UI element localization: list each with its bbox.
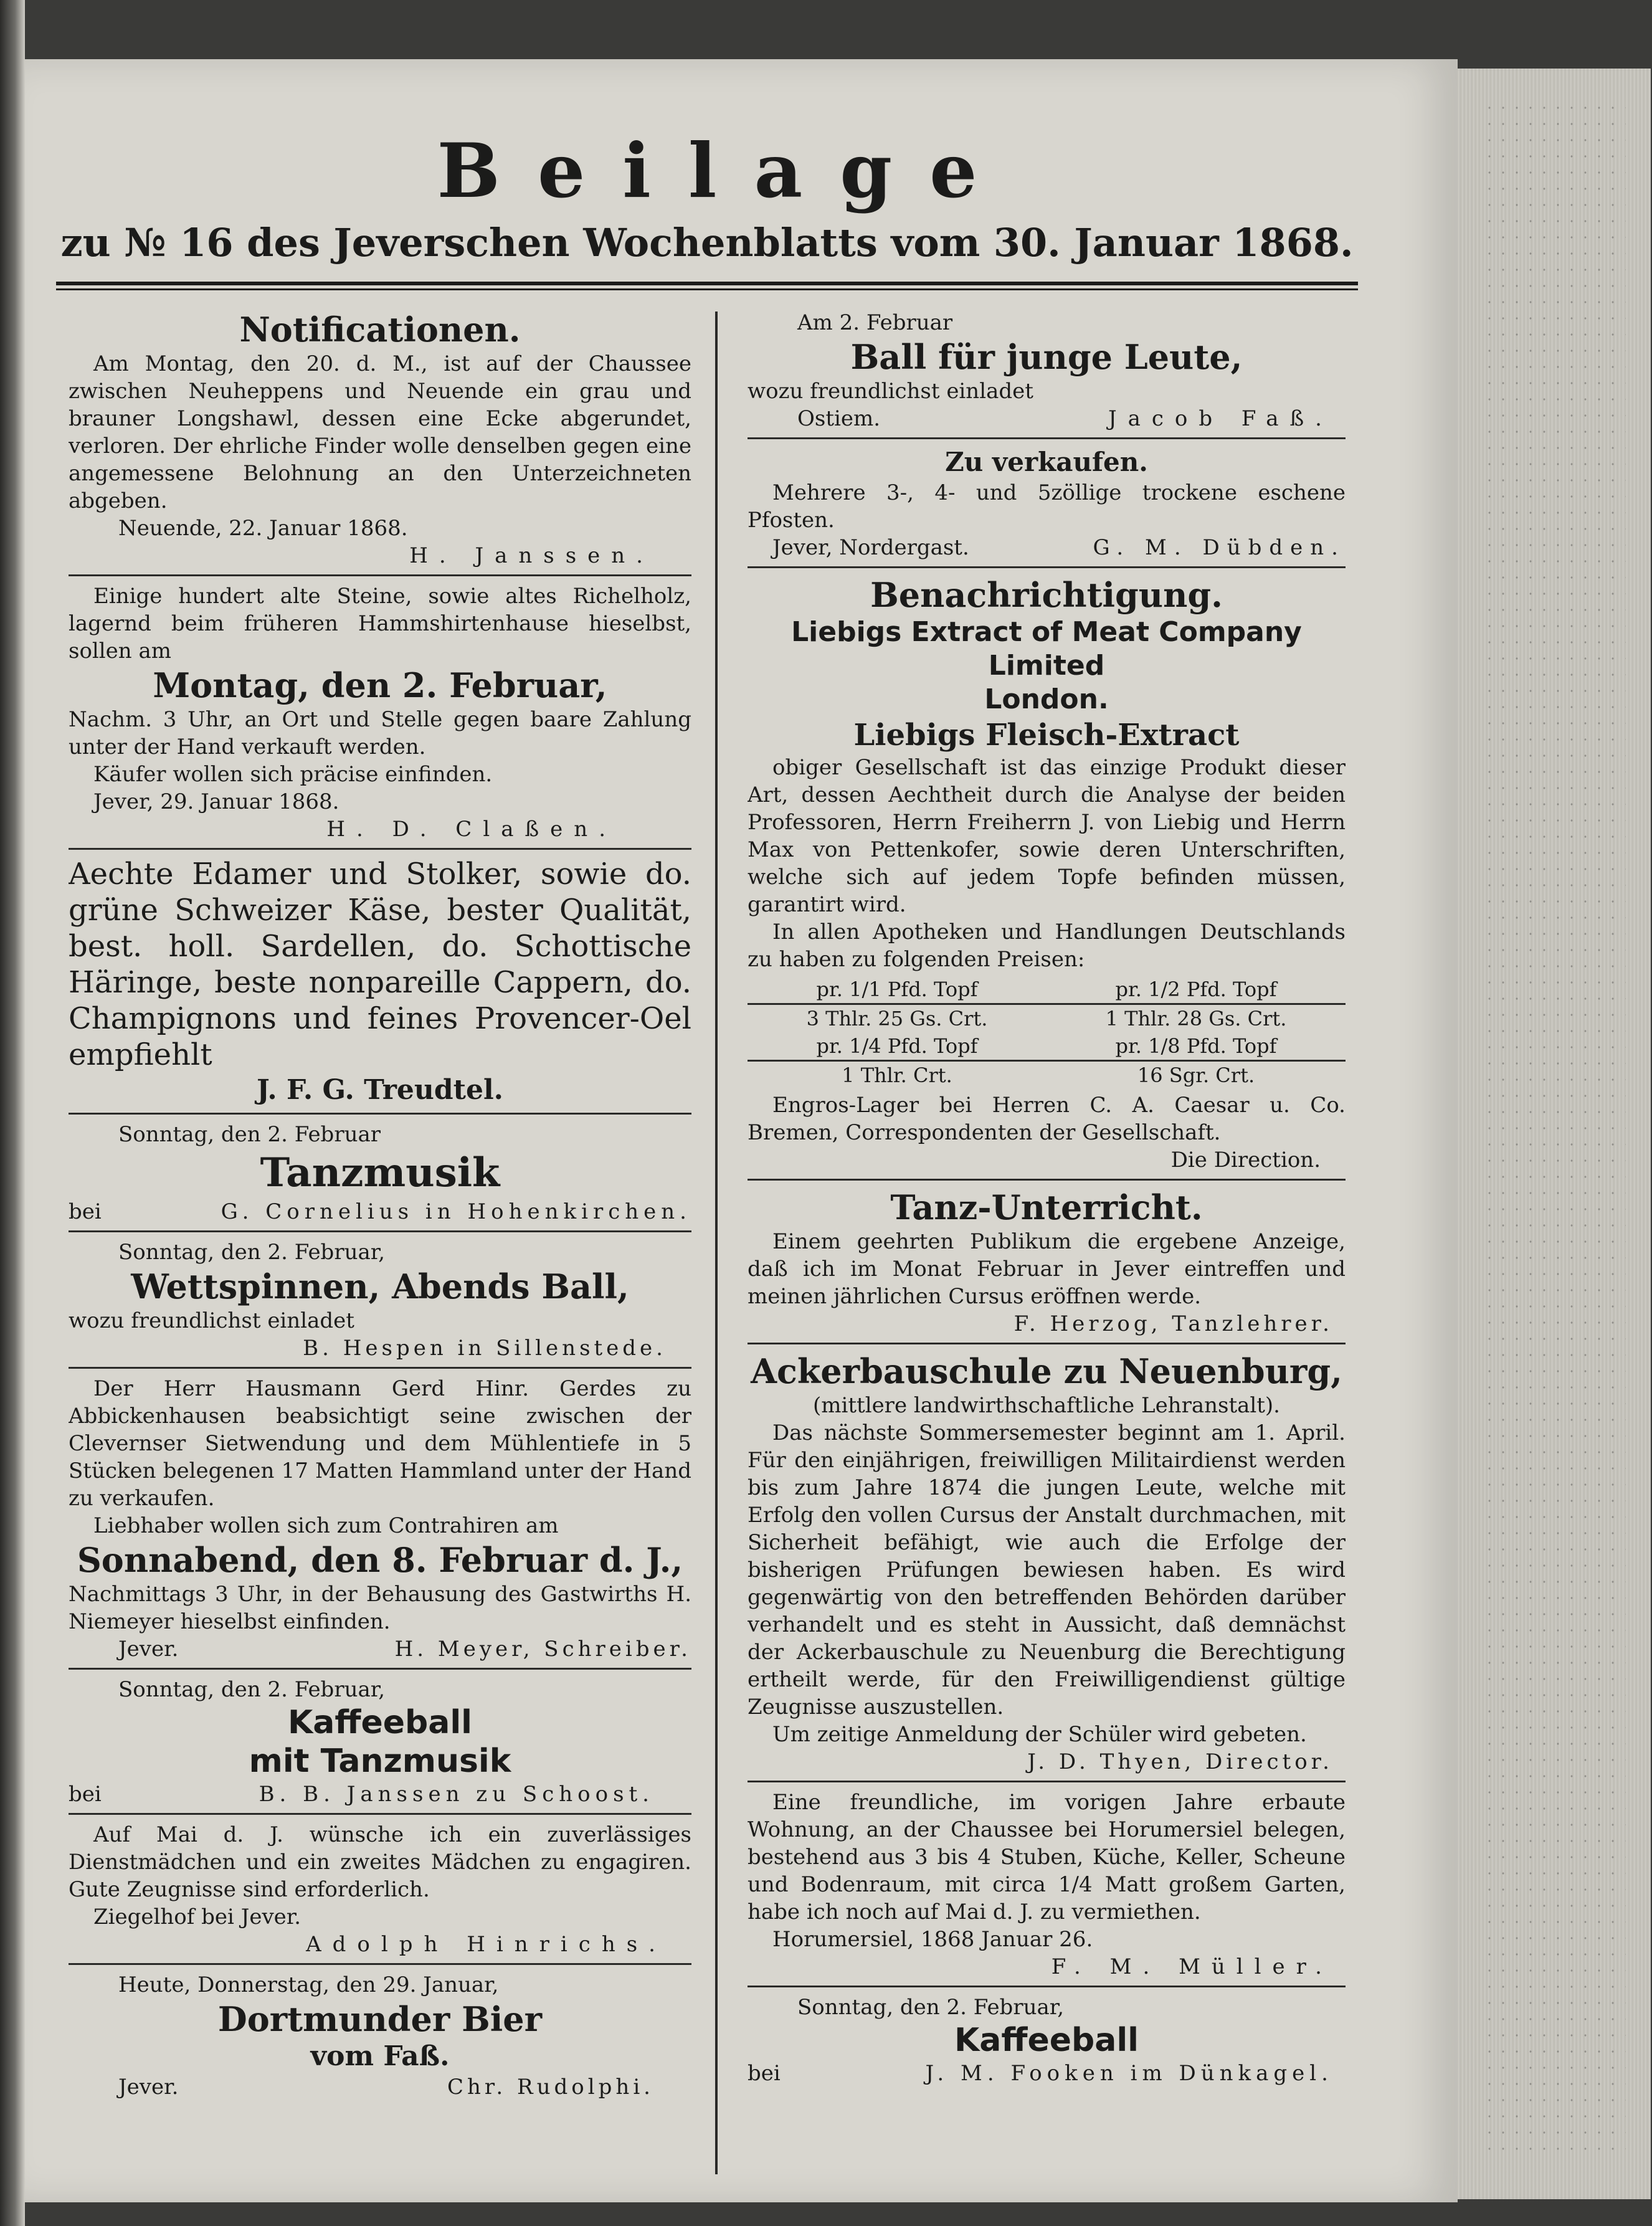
masthead-rule bbox=[56, 282, 1358, 290]
ad-place: Ostiem. bbox=[797, 406, 881, 431]
ad-place-date: Horumersiel, 1868 Januar 26. bbox=[772, 1927, 1093, 1952]
ad-date-heading: Sonnabend, den 8. Februar d. J., bbox=[77, 1540, 683, 1580]
price-row bbox=[748, 1032, 1346, 1061]
ad-body: Mehrere 3-, 4- und 5zöllige trockene eschene Pfosten. bbox=[748, 480, 1346, 533]
ad-host-row bbox=[69, 1198, 691, 1225]
ad-body: Nachmittags 3 Uhr, in der Behausung des Gastwirths H. Niemeyer hieselbst einfinden. bbox=[69, 1582, 691, 1634]
ad-kaffeeball-duenkagel bbox=[748, 1986, 1346, 2092]
ad-dienstmaedchen bbox=[69, 1813, 691, 1963]
price-table bbox=[748, 976, 1346, 1089]
ad-body: Aechte Edamer und Stolker, sowie do. grüne Schweizer Käse, bester Qualität, best. holl. Sardellen, do. Schottische Häringe, beste nonpareille Cappern, do. Champignons und feines Provencer-Oel empfiehlt bbox=[69, 857, 691, 1072]
ad-host: G. Cornelius in Hohenkirchen. bbox=[221, 1199, 691, 1224]
ad-body: Engros-Lager bei Herren C. A. Caesar u. Co. Bremen, Correspondenten der Gesellschaft. bbox=[748, 1093, 1346, 1145]
ad-bei: bei bbox=[69, 1199, 102, 1224]
page-edge-speckle bbox=[1483, 100, 1626, 2156]
right-column bbox=[748, 307, 1346, 2182]
ad-body: Liebhaber wollen sich zum Contrahiren am bbox=[93, 1513, 559, 1538]
ad-host: B. B. Janssen zu Schoost. bbox=[259, 1782, 654, 1807]
ad-liebig bbox=[748, 566, 1346, 1179]
ad-invite: wozu freundlichst einladet bbox=[748, 379, 1033, 404]
price-cell: 3 Thlr. 25 Gs. Crt. bbox=[806, 1007, 988, 1030]
ad-signature: J. D. Thyen, Director. bbox=[1027, 1749, 1333, 1774]
ad-heading: vom Faß. bbox=[310, 2040, 450, 2072]
ad-body: Auf Mai d. J. wünsche ich ein zuverlässiges Dienstmädchen und ein zweites Mädchen zu engagiren. Gute Zeugnisse sind erforderlich. bbox=[69, 1822, 691, 1902]
ad-signature: Die Direction. bbox=[1170, 1148, 1321, 1172]
ad-invite: wozu freundlichst einladet bbox=[69, 1308, 354, 1333]
ad-date: Sonntag, den 2. Februar, bbox=[797, 1995, 1065, 2020]
ad-body: Einem geehrten Publikum die ergebene Anzeige, daß ich im Monat Februar in Jever eintreffen und meinen jährlichen Cursus eröffnen werde. bbox=[748, 1229, 1346, 1309]
price-row bbox=[748, 1061, 1346, 1090]
columns bbox=[56, 307, 1358, 2182]
ad-heading: mit Tanzmusik bbox=[249, 1743, 511, 1780]
ad-body: Einige hundert alte Steine, sowie altes Richelholz, lagernd beim früheren Hammshirtenhause hieselbst, sollen am bbox=[69, 584, 691, 664]
ad-heading: Ball für junge Leute, bbox=[850, 337, 1243, 377]
price-cell: pr. 1/4 Pfd. Topf bbox=[748, 1032, 1047, 1061]
ad-heading: Tanzmusik bbox=[260, 1149, 500, 1196]
ad-stones-sale bbox=[69, 574, 691, 848]
ad-signature: H. Janssen. bbox=[409, 543, 654, 568]
ad-signature-row bbox=[69, 1635, 691, 1663]
ad-company: London. bbox=[984, 683, 1109, 715]
ad-heading: Dortmunder Bier bbox=[217, 1999, 543, 2039]
ad-body: Nachm. 3 Uhr, an Ort und Stelle gegen baare Zahlung unter der Hand verkauft werden. bbox=[69, 707, 691, 759]
ad-body: obiger Gesellschaft ist das einzige Produkt dieser Art, dessen Aechtheit durch die Analyse der beiden Professoren, Herrn Freiherrn J. von Liebig und Herrn Max von Pettenkofer, sowie deren Unterschriften, welche sich auf jedem Topfe befinden müssen, garantirt wird. bbox=[748, 755, 1346, 917]
price-cell: 1 Thlr. 28 Gs. Crt. bbox=[1105, 1007, 1287, 1030]
ad-signature: Jacob Faß. bbox=[1108, 406, 1333, 431]
ad-product: Liebigs Fleisch-Extract bbox=[853, 718, 1240, 753]
price-row bbox=[748, 976, 1346, 1004]
ad-heading: Ackerbauschule zu Neuenburg, bbox=[751, 1351, 1342, 1391]
price-cell: pr. 1/1 Pfd. Topf bbox=[748, 976, 1047, 1004]
ad-notification bbox=[69, 307, 691, 574]
column-divider bbox=[715, 312, 718, 2174]
ad-cheese bbox=[69, 848, 691, 1113]
ad-body: Am Montag, den 20. d. M., ist auf der Chaussee zwischen Neuheppens und Neuende ein grau und brauner Longshawl, dessen eine Ecke abgerundet, verloren. Der ehrliche Finder wolle denselben gegen eine angemessene Belohnung an den Unterzeichneten abgeben. bbox=[69, 351, 691, 513]
ad-host-row bbox=[748, 2060, 1346, 2087]
ad-place: Jever, Nordergast. bbox=[772, 535, 969, 560]
ad-heading: Wettspinnen, Abends Ball, bbox=[131, 1267, 629, 1306]
ad-company: Liebigs Extract of Meat Company Limited bbox=[791, 616, 1302, 682]
masthead bbox=[56, 125, 1358, 290]
ad-heading: Tanz-Unterricht. bbox=[890, 1187, 1203, 1227]
ad-signature: F. Herzog, Tanzlehrer. bbox=[1014, 1311, 1333, 1336]
ad-body: Eine freundliche, im vorigen Jahre erbaute Wohnung, an der Chaussee bei Horumersiel belegen, bestehend aus 3 bis 4 Stuben, Küche, Keller, Scheune und Bodenraum, mit circa 1/4 Matt großem Garten, habe ich noch auf Mai d. J. zu vermiethen. bbox=[748, 1790, 1346, 1924]
masthead-title: Beilage bbox=[437, 127, 1015, 215]
ad-date: Sonntag, den 2. Februar bbox=[118, 1122, 381, 1147]
ad-body: Käufer wollen sich präcise einfinden. bbox=[93, 762, 493, 787]
ad-body: Das nächste Sommersemester beginnt am 1. April. Für den einjährigen, freiwilligen Militairdienst werden bis zum Jahre 1874 die jungen Leute, welche mit Erfolg den vollen Cursus der Anstalt durchmachen, mit Sicherheit befähigt, wie auch die Erfolge der bisherigen Prüfungen bewiesen haben. Es wird gegenwärtig von den betreffenden Behörden darüber verhandelt und es steht in Aussicht, daß demnächst der Ackerbauschule zu Neuenburg die Berechtigung ertheilt werde, für den Freiwilligendienst gültige Zeugnisse auszustellen. bbox=[748, 1420, 1346, 1719]
ad-heading: Zu verkaufen. bbox=[945, 447, 1148, 477]
ad-signature: G. M. Dübden. bbox=[1093, 535, 1346, 560]
ad-body: In allen Apotheken und Handlungen Deutschlands zu haben zu folgenden Preisen: bbox=[748, 920, 1346, 972]
ad-dortmunder-bier bbox=[69, 1963, 691, 2106]
ad-bei: bei bbox=[748, 2061, 781, 2086]
ad-heading: Kaffeeball bbox=[287, 1704, 472, 1741]
ad-tanzmusik bbox=[69, 1113, 691, 1230]
ad-wettspinnen bbox=[69, 1230, 691, 1367]
ad-date: Heute, Donnerstag, den 29. Januar, bbox=[118, 1972, 499, 1997]
ad-signature: Adolph Hinrichs. bbox=[306, 1932, 667, 1957]
ad-host: J. M. Fooken im Dünkagel. bbox=[925, 2061, 1333, 2086]
ad-bei: bei bbox=[69, 1782, 102, 1807]
ad-kaffeeball-schoost bbox=[69, 1668, 691, 1813]
ad-date: Sonntag, den 2. Februar, bbox=[118, 1677, 386, 1702]
ad-body: Der Herr Hausmann Gerd Hinr. Gerdes zu Abbickenhausen beabsichtigt seine zwischen der Clevernser Sietwendung und dem Mühlentiefe in 5 Stücken belegenen 17 Matten Hammland unter der Hand zu verkaufen. bbox=[69, 1376, 691, 1511]
ad-signature: H. D. Claßen. bbox=[326, 817, 617, 842]
price-cell: pr. 1/8 Pfd. Topf bbox=[1047, 1032, 1346, 1061]
ad-place-date: Jever, 29. Januar 1868. bbox=[93, 789, 339, 814]
ad-signature-row bbox=[748, 534, 1346, 561]
left-column bbox=[69, 307, 691, 2182]
ad-signature: F. M. Müller. bbox=[1051, 1954, 1333, 1979]
ad-wohnung bbox=[748, 1781, 1346, 1986]
ad-place: Jever. bbox=[118, 2075, 179, 2100]
price-cell: 1 Thlr. Crt. bbox=[842, 1063, 952, 1087]
ad-signature: H. Meyer, Schreiber. bbox=[394, 1637, 691, 1662]
ad-place: Ziegelhof bei Jever. bbox=[93, 1905, 301, 1929]
ad-ball-junge-leute bbox=[748, 307, 1346, 437]
ad-signature-row bbox=[69, 2073, 691, 2101]
ad-tanz-unterricht bbox=[748, 1179, 1346, 1343]
price-row bbox=[748, 1004, 1346, 1033]
ad-date: Am 2. Februar bbox=[797, 310, 953, 335]
ad-heading: Kaffeeball bbox=[954, 2022, 1139, 2059]
ad-hammland bbox=[69, 1367, 691, 1668]
masthead-subtitle: zu № 16 des Jeverschen Wochenblatts vom 30. Januar 1868. bbox=[60, 220, 1354, 265]
ad-ackerbauschule bbox=[748, 1343, 1346, 1781]
ad-subheading: (mittlere landwirthschaftliche Lehranstalt). bbox=[812, 1393, 1280, 1418]
ad-heading: Notificationen. bbox=[239, 310, 521, 350]
ad-date-heading: Montag, den 2. Februar, bbox=[153, 665, 607, 705]
ad-date: Sonntag, den 2. Februar, bbox=[118, 1240, 386, 1265]
ad-place: Jever. bbox=[118, 1637, 179, 1662]
ad-body: Um zeitige Anmeldung der Schüler wird gebeten. bbox=[772, 1722, 1307, 1747]
ad-signature: J. F. G. Treudtel. bbox=[257, 1074, 503, 1106]
page-content bbox=[56, 125, 1358, 2193]
ad-zu-verkaufen bbox=[748, 437, 1346, 566]
price-cell: pr. 1/2 Pfd. Topf bbox=[1047, 976, 1346, 1004]
price-cell: 16 Sgr. Crt. bbox=[1137, 1063, 1255, 1087]
ad-signature: Chr. Rudolphi. bbox=[447, 2075, 654, 2100]
binding-edge bbox=[0, 0, 25, 2226]
ad-place-date: Neuende, 22. Januar 1868. bbox=[118, 516, 408, 541]
ad-host-row bbox=[69, 1781, 691, 1808]
ad-host: B. Hespen in Sillenstede. bbox=[303, 1336, 667, 1361]
ad-signature-row bbox=[748, 405, 1346, 432]
ad-heading: Benachrichtigung. bbox=[870, 575, 1223, 615]
